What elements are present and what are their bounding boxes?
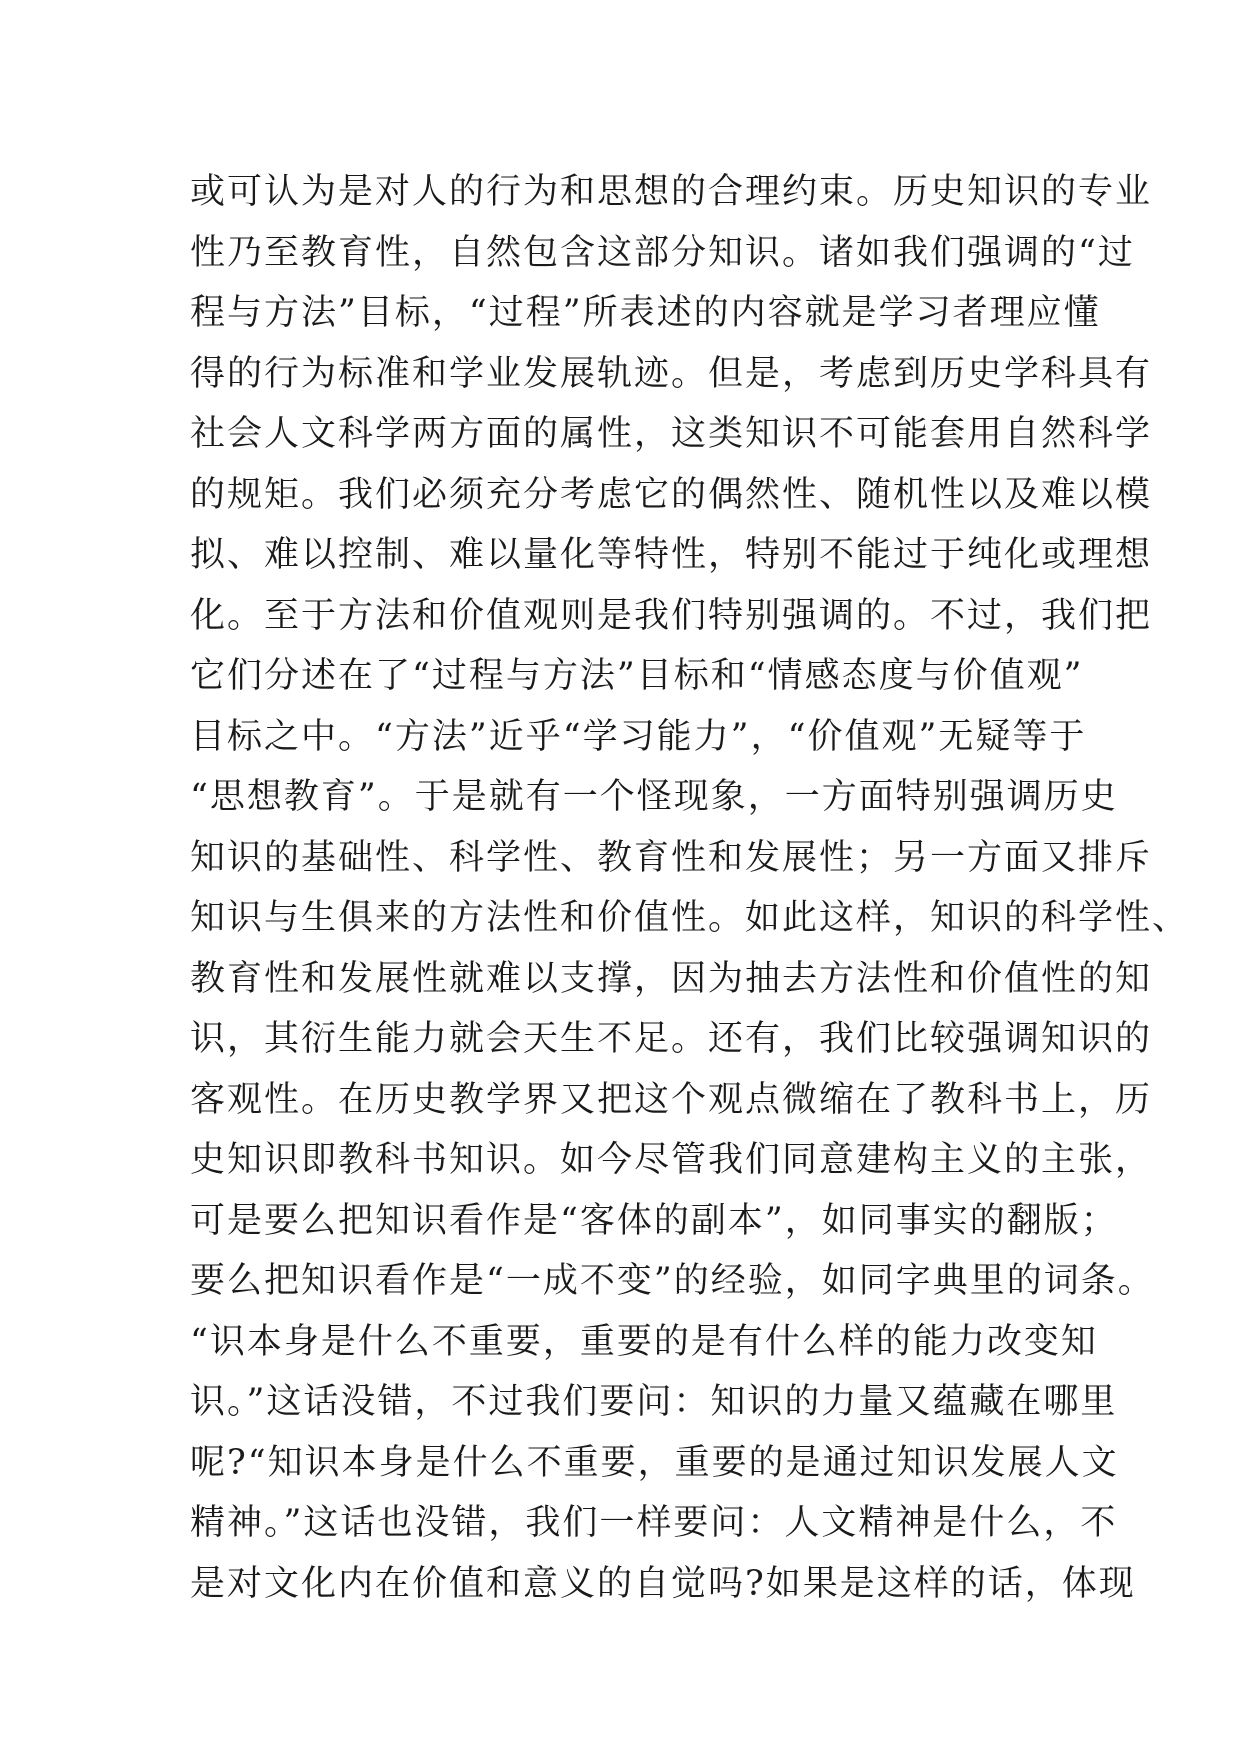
text-line: 要么把知识看作是“一成不变”的经验，如同字典里的词条。 bbox=[190, 1261, 1155, 1301]
text-line: 识，其衍生能力就会天生不足。还有，我们比较强调知识的 bbox=[190, 1019, 1153, 1059]
text-line: “识本身是什么不重要，重要的是有什么样的能力改变知 bbox=[190, 1321, 1098, 1362]
text-line: 史知识即教科书知识。如今尽管我们同意建构主义的主张， bbox=[190, 1140, 1153, 1180]
text-line: “思想教育”。于是就有一个怪现象，一方面特别强调历史 bbox=[190, 777, 1118, 817]
text-line: 目标之中。“方法”近乎“学习能力”，“价值观”无疑等于 bbox=[190, 716, 1087, 757]
text-line: 知识与生俱来的方法性和价值性。如此这样，知识的科学性、 bbox=[190, 898, 1190, 938]
text-line: 或可认为是对人的行为和思想的合理约束。历史知识的专业 bbox=[190, 172, 1153, 212]
text-line: 程与方法”目标，“过程”所表述的内容就是学习者理应懂 bbox=[190, 293, 1101, 333]
text-line: 性乃至教育性，自然包含这部分知识。诸如我们强调的“过 bbox=[190, 232, 1135, 273]
text-line: 它们分述在了“过程与方法”目标和“情感态度与价值观” bbox=[190, 656, 1084, 696]
body-text bbox=[190, 162, 1190, 1614]
text-line: 精神。”这话也没错，我们一样要问：人文精神是什么，不 bbox=[190, 1503, 1118, 1543]
text-line: 社会人文科学两方面的属性，这类知识不可能套用自然科学 bbox=[190, 414, 1153, 454]
text-line: 知识的基础性、科学性、教育性和发展性；另一方面又排斥 bbox=[190, 837, 1153, 878]
text-line: 是对文化内在价值和意义的自觉吗?如果是这样的话，体现 bbox=[190, 1563, 1136, 1604]
text-line: 拟、难以控制、难以量化等特性，特别不能过于纯化或理想 bbox=[190, 535, 1153, 575]
text-line: 教育性和发展性就难以支撑，因为抽去方法性和价值性的知 bbox=[190, 958, 1153, 999]
text-line: 呢?“知识本身是什么不重要，重要的是通过知识发展人文 bbox=[190, 1442, 1119, 1483]
text-line: 客观性。在历史教学界又把这个观点微缩在了教科书上，历 bbox=[190, 1079, 1153, 1120]
text-line: 的规矩。我们必须充分考虑它的偶然性、随机性以及难以模 bbox=[190, 474, 1153, 515]
text-line: 化。至于方法和价值观则是我们特别强调的。不过，我们把 bbox=[190, 595, 1153, 636]
text-line: 可是要么把知识看作是“客体的副本”，如同事实的翻版； bbox=[190, 1200, 1118, 1241]
text-line: 得的行为标准和学业发展轨迹。但是，考虑到历史学科具有 bbox=[190, 353, 1153, 394]
text-line: 识。”这话没错，不过我们要问：知识的力量又蕴藏在哪里 bbox=[190, 1382, 1118, 1422]
